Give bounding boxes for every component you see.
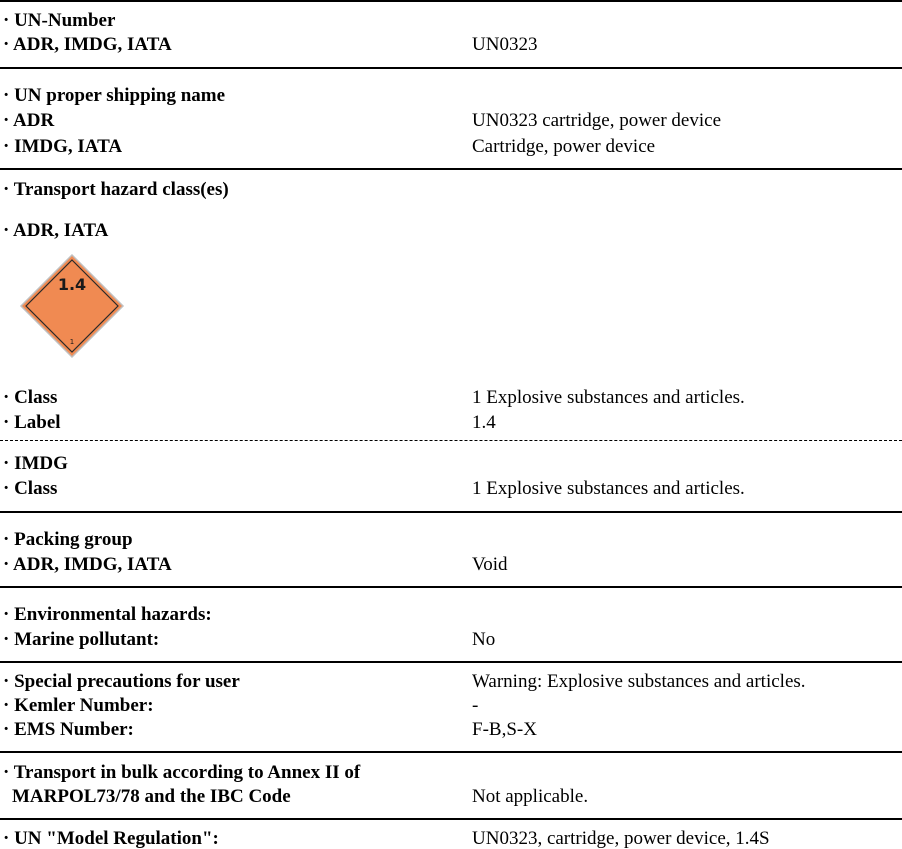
section-divider [0,0,902,2]
un-number-value: UN0323 [472,34,538,55]
un-number-heading: · UN-Number [3,10,116,31]
special-precautions-value: Warning: Explosive substances and articles. [472,671,806,692]
shipping-name-adr-value: UN0323 cartridge, power device [472,110,722,131]
model-regulation-label: · UN "Model Regulation": [3,828,219,849]
hazard-class-number: 1 [69,338,75,346]
imdg-class-label: · Class [3,478,58,499]
packing-group-modes-label: · ADR, IMDG, IATA [3,554,172,575]
shipping-name-heading: · UN proper shipping name [3,85,226,106]
hazard-label-label: · Label [3,412,61,433]
section-divider [0,511,902,513]
shipping-name-imdg-iata-value: Cartridge, power device [472,136,656,157]
special-precautions-label: · Special precautions for user [3,671,240,692]
section-divider [0,67,902,69]
shipping-name-adr-label: · ADR [3,110,55,131]
section-divider [0,818,902,820]
imdg-label: · IMDG [3,453,68,474]
dashed-divider [0,440,902,441]
section-divider [0,751,902,753]
bulk-transport-label-line2: MARPOL73/78 and the IBC Code [12,786,291,807]
environmental-heading: · Environmental hazards: [3,604,212,625]
hazard-class-adr-iata-label: · ADR, IATA [3,220,109,241]
hazard-label-value: 1.4 [472,412,496,433]
explosive-hazard-diamond-icon [18,252,126,360]
hazard-class-heading: · Transport hazard class(es) [3,179,229,200]
ems-number-label: · EMS Number: [3,719,134,740]
marine-pollutant-label: · Marine pollutant: [3,629,160,650]
kemler-number-label: · Kemler Number: [3,695,154,716]
imdg-class-value: 1 Explosive substances and articles. [472,478,745,499]
model-regulation-value: UN0323, cartridge, power device, 1.4S [472,828,770,849]
marine-pollutant-value: No [472,629,496,650]
ems-number-value: F-B,S-X [472,719,537,740]
packing-group-value: Void [472,554,508,575]
section-divider [0,661,902,663]
bulk-transport-label-line1: · Transport in bulk according to Annex II of [3,762,361,783]
section-divider [0,586,902,588]
un-number-modes-label: · ADR, IMDG, IATA [3,34,172,55]
hazard-class-label: · Class [3,387,58,408]
kemler-number-value: - [472,695,479,716]
hazard-division-number: 1.4 [57,275,87,294]
hazard-class-value: 1 Explosive substances and articles. [472,387,745,408]
bulk-transport-value: Not applicable. [472,786,589,807]
section-divider [0,168,902,170]
packing-group-heading: · Packing group [3,529,133,550]
shipping-name-imdg-iata-label: · IMDG, IATA [3,136,123,157]
